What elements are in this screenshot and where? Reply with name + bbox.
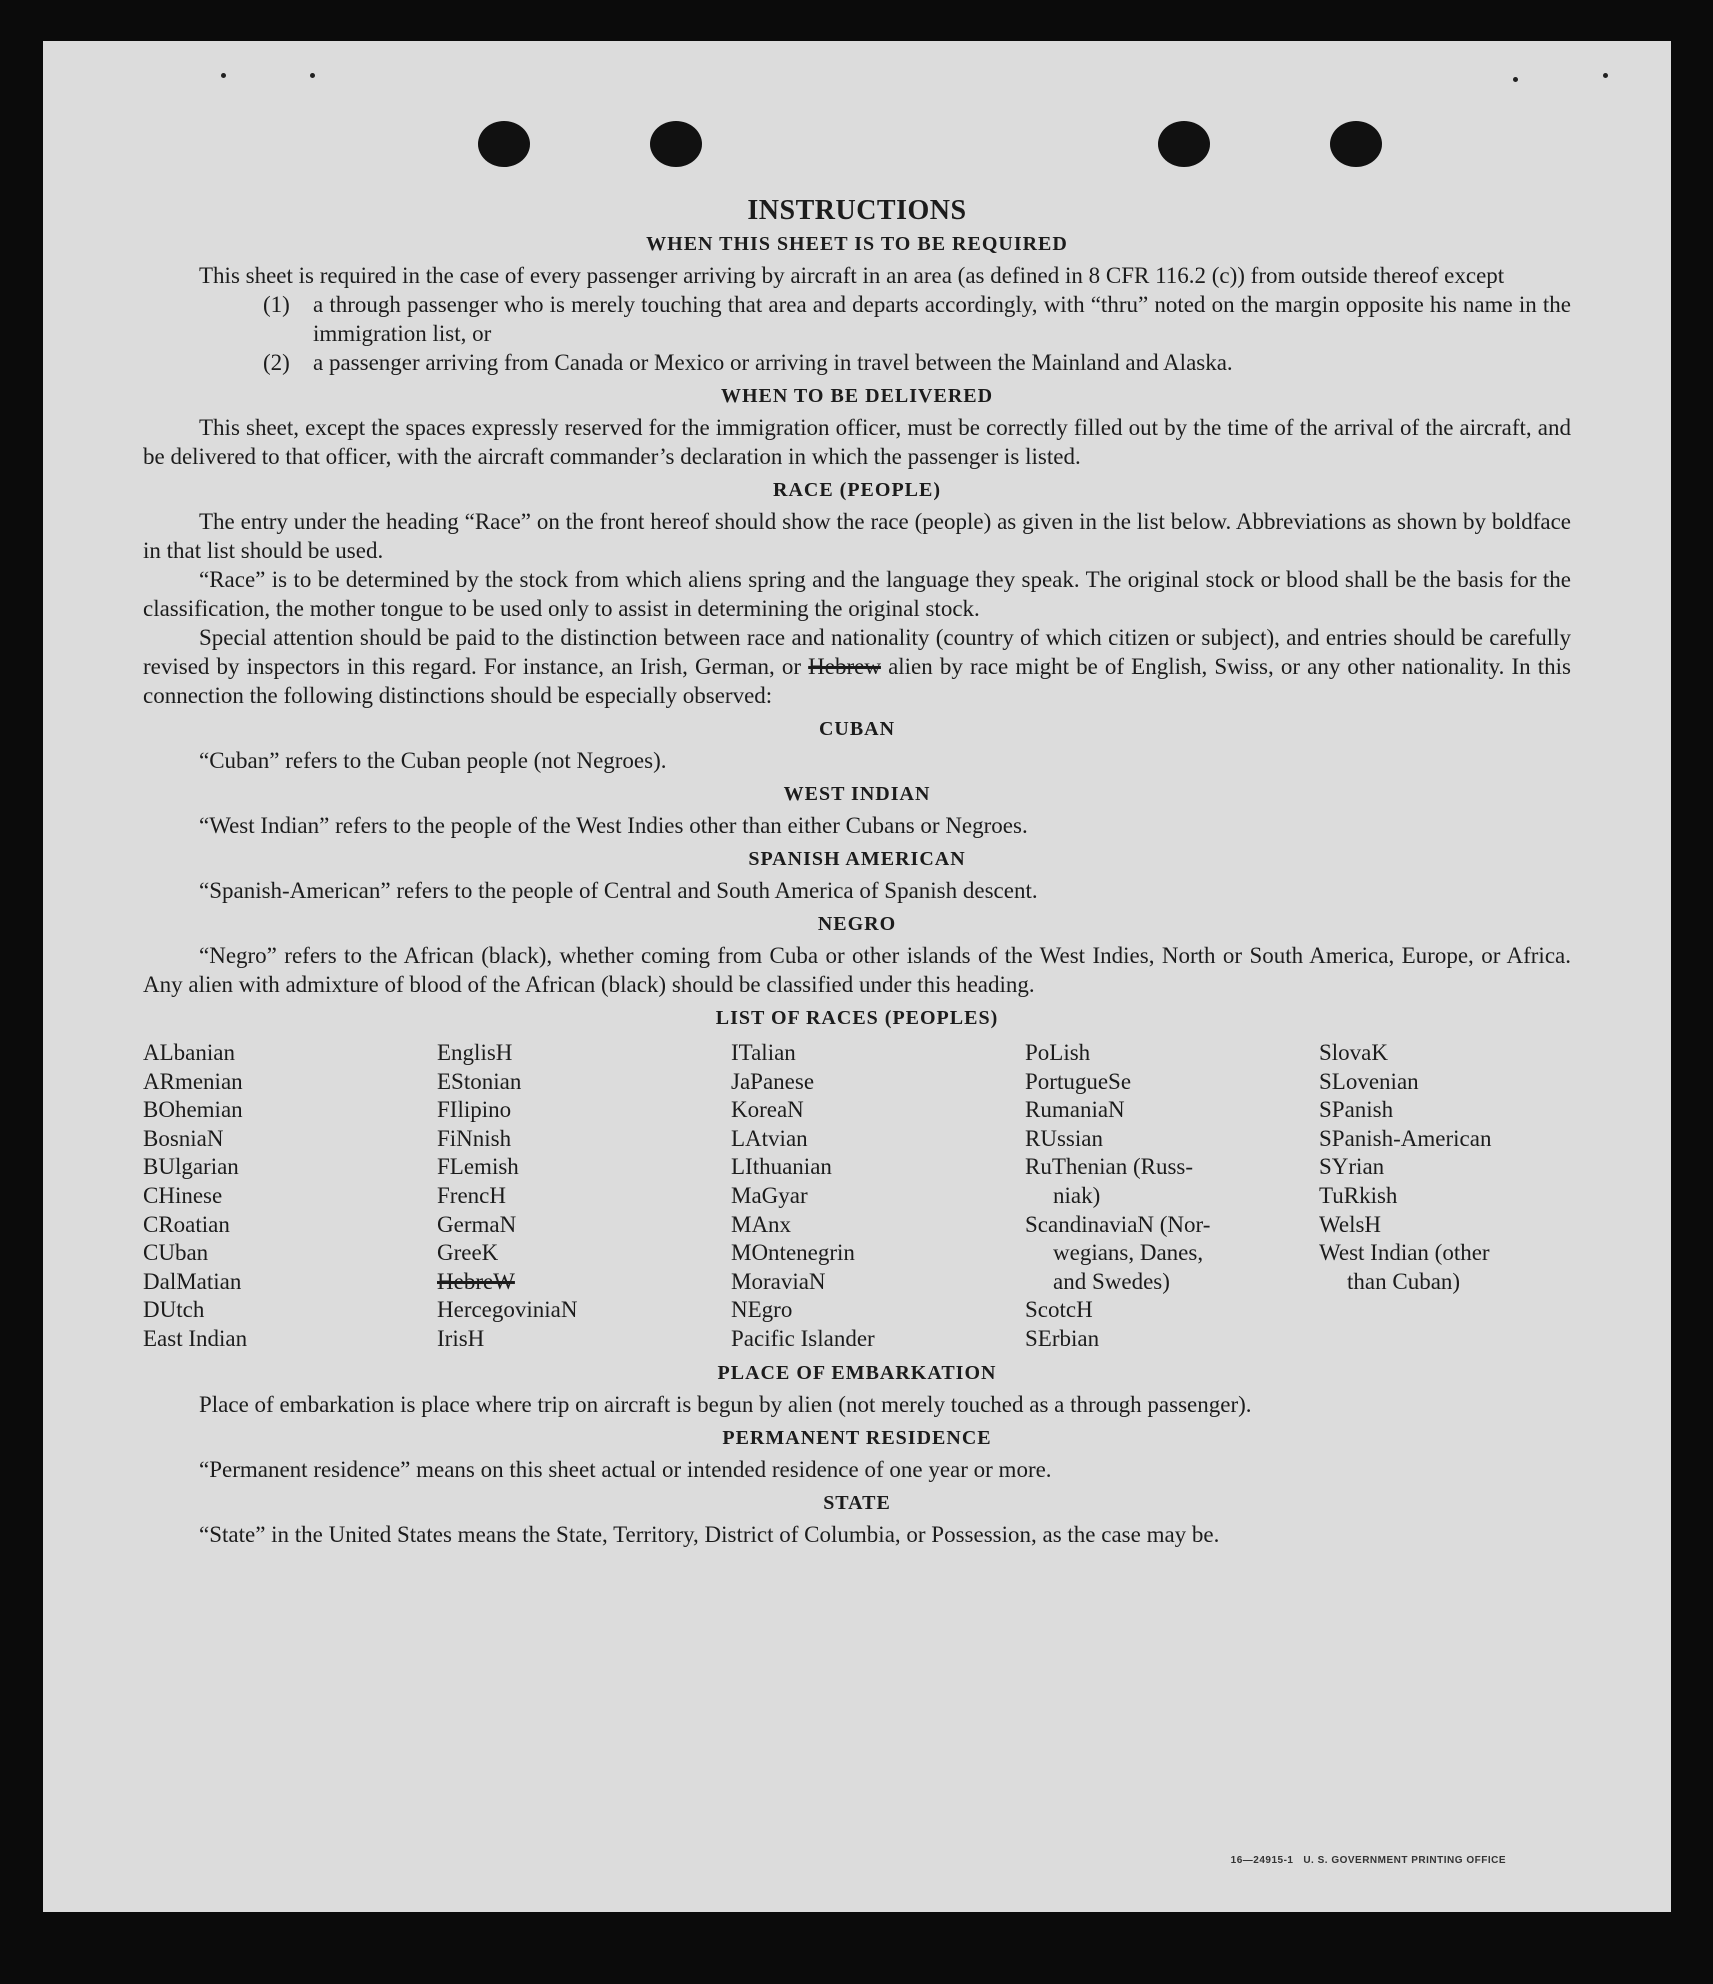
race-entry: SPanish [1319, 1097, 1394, 1123]
residence-text: “Permanent residence” means on this sheet actual or intended residence of one year or more. [199, 1456, 1052, 1482]
race-entry: ARmenian [143, 1068, 243, 1094]
cuban-text: “Cuban” refers to the Cuban people (not Negroes). [199, 748, 667, 773]
race-entry: NEgro [731, 1297, 793, 1323]
speck [221, 73, 226, 78]
speck [1603, 73, 1608, 78]
race-entry: FrencH [437, 1182, 506, 1208]
race-paragraph-3 [143, 623, 1571, 710]
race-paragraph-1: The entry under the heading “Race” on the front hereof should show the race (people) as given in the list below. Abbreviations as shown by boldface in that list should be used. [143, 509, 1571, 563]
race-entry: West Indian (other [1319, 1240, 1490, 1266]
state-text: “State” in the United States means the State, Territory, District of Columbia, or Possession, as the case may be. [199, 1521, 1220, 1547]
delivered-text: This sheet, except the spaces expressly reserved for the immigration officer, must be correctly filled out by the time of the arrival of the aircraft, and be delivered to that officer, with the aircraft commander’s declaration in which the passenger is listed. [143, 415, 1571, 469]
heading-west-indian: WEST INDIAN [783, 783, 931, 805]
races-column [1025, 1039, 1319, 1354]
race-entry: SLovenian [1319, 1068, 1419, 1094]
race-entry: FIlipino [437, 1097, 512, 1123]
race-entry: East Indian [143, 1325, 248, 1351]
race-entry: MaGyar [731, 1182, 808, 1208]
speck [1513, 77, 1518, 82]
race-entry: ScotcH [1025, 1297, 1093, 1323]
race-entry: TuRkish [1319, 1182, 1398, 1208]
race-entry: CRoatian [143, 1211, 230, 1237]
race-entry: GermaN [437, 1211, 517, 1237]
race-entry: ITalian [731, 1040, 796, 1065]
race-entry-continued: than Cuban) [1347, 1268, 1461, 1294]
race-entry-continued: wegians, Danes, [1053, 1240, 1204, 1266]
race-entry: BOhemian [143, 1097, 243, 1123]
item-text: a passenger arriving from Canada or Mexico or arriving in travel between the Mainland and Alaska. [313, 350, 1233, 375]
race-entry: SPanish-American [1319, 1125, 1492, 1151]
races-list [143, 1039, 1571, 1354]
race-p3-end: alien by race might be of English, Swiss, or any other nationality. In this connection the following distinctions should be especially observed: [143, 654, 1572, 708]
item-text: a through passenger who is merely touching that area and departs accordingly, with “thru” noted on the margin opposite his name in the immigration list, or [313, 292, 1571, 346]
page-title: INSTRUCTIONS [747, 195, 967, 226]
negro-text: “Negro” refers to the African (black), whether coming from Cuba or other islands of the West Indies, North or South America, Europe, or Africa. Any alien with admixture of blood of the African (black) should be classified under this heading. [143, 943, 1571, 997]
race-entry: CUban [143, 1240, 209, 1266]
race-entry: LIthuanian [731, 1154, 832, 1180]
item-number: (2) [263, 350, 290, 375]
punch-hole [478, 121, 530, 167]
race-entry: PoLish [1025, 1040, 1091, 1065]
race-entry: WelsH [1319, 1211, 1382, 1237]
race-entry: EStonian [437, 1068, 522, 1094]
race-entry: LAtvian [731, 1125, 808, 1151]
speck [310, 73, 315, 78]
race-entry: EnglisH [437, 1040, 513, 1065]
race-entry: RUssian [1025, 1125, 1103, 1151]
race-entry: DUtch [143, 1297, 205, 1323]
printer-imprint [1231, 1855, 1506, 1866]
race-p3-start: Special attention should be paid to the distinction between race and nationality (country of which citizen or subject), and entries should be carefully revised by inspectors in this regard. For instance, an Irish, German, or [143, 625, 1571, 679]
race-paragraph-2: “Race” is to be determined by the stock from which aliens spring and the language they speak. The original stock or blood shall be the basis for the classification, the mother tongue to be used only to assist in determining the original stock. [143, 567, 1571, 621]
item-number: (1) [263, 292, 290, 317]
exception-item [143, 290, 1571, 348]
race-entry: KoreaN [731, 1097, 804, 1123]
punch-hole [1330, 121, 1382, 167]
instructions-content [143, 196, 1571, 1549]
heading-negro: NEGRO [817, 913, 897, 935]
race-entry: HercegoviniaN [437, 1297, 578, 1323]
west-indian-text: “West Indian” refers to the people of the West Indies other than either Cubans or Negroes. [199, 813, 1028, 838]
race-entry: MOntenegrin [731, 1240, 855, 1266]
race-entry: RumaniaN [1025, 1097, 1125, 1123]
race-entry-struck: HebreW [437, 1268, 515, 1294]
printer-name: U. S. GOVERNMENT PRINTING OFFICE [1303, 1855, 1506, 1866]
spanish-american-text: “Spanish-American” refers to the people of Central and South America of Spanish descent. [199, 878, 1038, 903]
races-column [731, 1039, 1025, 1354]
race-entry: DalMatian [143, 1268, 242, 1294]
heading-residence: PERMANENT RESIDENCE [722, 1426, 992, 1449]
race-entry: SErbian [1025, 1325, 1100, 1351]
race-entry: RuThenian (Russ- [1025, 1154, 1194, 1180]
race-entry: Pacific Islander [731, 1325, 875, 1351]
punch-hole [1158, 121, 1210, 167]
heading-races-list: LIST OF RACES (PEOPLES) [715, 1007, 999, 1029]
document-sheet [43, 41, 1671, 1912]
races-column [143, 1039, 437, 1354]
struck-word: Hebrew [808, 654, 881, 679]
exception-item [143, 348, 1571, 377]
heading-required: WHEN THIS SHEET IS TO BE REQUIRED [646, 233, 1068, 255]
race-entry: FiNnish [437, 1125, 512, 1151]
race-entry: FLemish [437, 1154, 519, 1180]
embarkation-text: Place of embarkation is place where trip on aircraft is begun by alien (not merely touched as a through passenger). [199, 1391, 1252, 1417]
race-entry: SlovaK [1319, 1040, 1388, 1065]
heading-race: RACE (PEOPLE) [773, 479, 941, 501]
race-entry: ALbanian [143, 1040, 235, 1065]
races-column [437, 1039, 731, 1354]
race-entry: PortugueSe [1025, 1068, 1132, 1094]
heading-embarkation: PLACE OF EMBARKATION [717, 1361, 997, 1384]
race-entry: BosniaN [143, 1125, 224, 1151]
races-column [1319, 1039, 1613, 1354]
race-entry: IrisH [437, 1325, 485, 1351]
heading-spanish-american: SPANISH AMERICAN [748, 848, 966, 870]
heading-state: STATE [823, 1491, 891, 1514]
race-entry-continued: and Swedes) [1053, 1268, 1170, 1294]
race-entry-continued: niak) [1053, 1182, 1101, 1208]
heading-delivered: WHEN TO BE DELIVERED [720, 385, 994, 407]
form-number: 16—24915-1 [1230, 1855, 1294, 1866]
race-entry: BUlgarian [143, 1154, 239, 1180]
race-entry: ScandinaviaN (Nor- [1025, 1211, 1211, 1237]
race-entry: SYrian [1319, 1154, 1385, 1180]
race-entry: MAnx [731, 1211, 792, 1237]
punch-hole [650, 121, 702, 167]
race-entry: JaPanese [731, 1068, 815, 1094]
race-entry: CHinese [143, 1182, 223, 1208]
heading-cuban: CUBAN [818, 718, 896, 740]
race-entry: MoraviaN [731, 1268, 826, 1294]
required-intro: This sheet is required in the case of every passenger arriving by aircraft in an area (as defined in 8 CFR 116.2 (c)) from outside thereof except [199, 263, 1505, 288]
race-entry: GreeK [437, 1240, 499, 1266]
